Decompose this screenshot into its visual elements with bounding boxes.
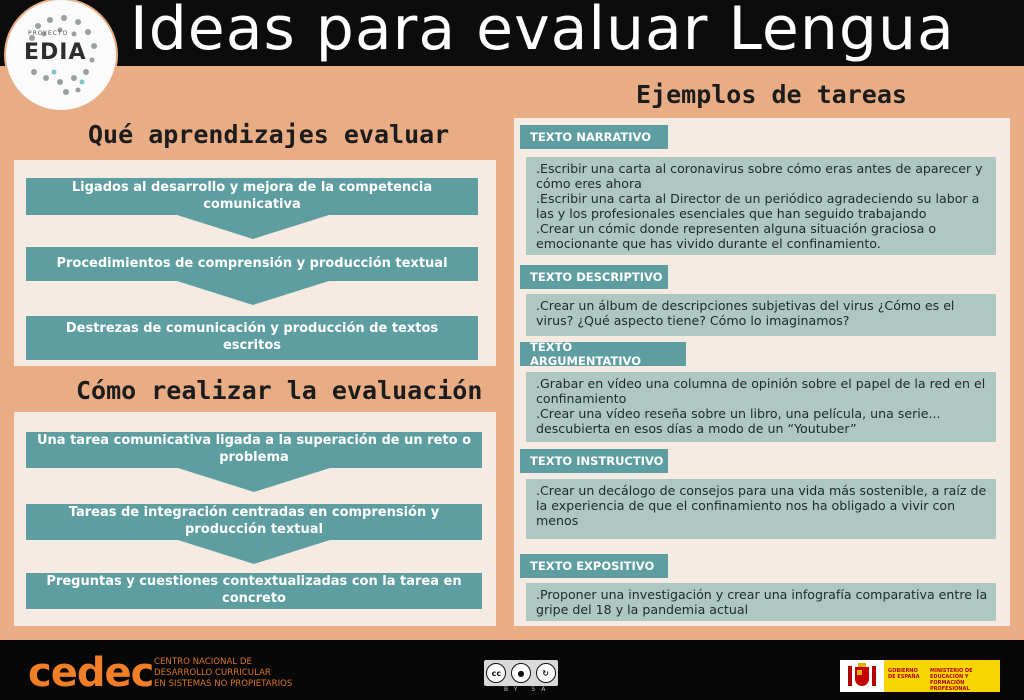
logo-small-text: PROYECTO [28,30,69,37]
sa-icon: ↻ [536,663,556,683]
label-expositivo: TEXTO EXPOSITIVO [520,554,668,578]
task-narrativo: .Escribir una carta al coronavirus sobre cómo eras antes de aparecer y cómo eres ahora .Escribir una carta al Director de un periódico agradeciendo su labor a las y los profesionales esenciales que han seguido trabajando .Crear un cómic donde representen alguna situación graciosa o emocionante que has vivido durante el confinamiento. [526,157,996,255]
cc-license-label: BY SA [504,686,552,693]
label-argumentativo: TEXTO ARGUMENTATIVO [520,342,686,366]
cedec-line-2: DESARROLLO CURRICULAR [154,668,271,678]
cedec-line-3: EN SISTEMAS NO PROPIETARIOS [154,679,293,689]
label-narrativo: TEXTO NARRATIVO [520,125,668,149]
examples-title: Ejemplos de tareas [636,80,907,109]
what-item-3: Destrezas de comunicación y producción de textos escritos [26,316,478,360]
gov-text: GOBIERNO DE ESPAÑA [888,668,920,680]
label-instructivo: TEXTO INSTRUCTIVO [520,449,668,473]
flow-arrow [178,468,330,492]
page-title: Ideas para evaluar Lengua [130,0,955,64]
task-expositivo: .Proponer una investigación y crear una infografía comparativa entre la gripe del 18 y la pandemia actual [526,583,996,621]
task-descriptivo: .Crear un álbum de descripciones subjetivas del virus ¿Cómo es el virus? ¿Qué aspecto tiene? Cómo lo imaginamos? [526,294,996,336]
task-argumentativo: .Grabar en vídeo una columna de opinión sobre el papel de la red en el confinamiento .Crear una vídeo reseña sobre un libro, una película, una serie... descubierta en esos días a modo de un “Youtuber” [526,372,996,442]
flow-arrow [177,281,329,305]
how-item-3: Preguntas y cuestiones contextualizadas con la tarea en concreto [26,573,482,609]
edia-logo [6,0,116,110]
cc-icon: cc [486,663,506,683]
logo-text: EDIA [24,40,87,65]
cedec-description [154,657,324,690]
section-title-how: Cómo realizar la evaluación [76,376,483,405]
section-title-what: Qué aprendizajes evaluar [88,120,450,149]
by-icon: ● [511,663,531,683]
what-item-1: Ligados al desarrollo y mejora de la competencia comunicativa [26,178,478,215]
spain-shield-icon [846,663,878,689]
flow-arrow [177,215,329,239]
cedec-line-1: CENTRO NACIONAL DE [154,657,252,667]
how-item-2: Tareas de integración centradas en comprensión y producción textual [26,504,482,540]
cedec-logo: cedec [28,650,154,696]
flow-arrow [178,540,330,564]
label-descriptivo: TEXTO DESCRIPTIVO [520,265,668,289]
ministry-text: MINISTERIO DE EDUCACIÓN Y FORMACIÓN PROFESIONAL [930,668,973,692]
creative-commons-badge [484,660,558,686]
what-item-2: Procedimientos de comprensión y producción textual [26,247,478,281]
how-item-1: Una tarea comunicativa ligada a la superación de un reto o problema [26,432,482,468]
task-instructivo: .Crear un decálogo de consejos para una vida más sostenible, a raíz de la experiencia de que el confinamiento nos ha obligado a vivir con menos [526,479,996,539]
